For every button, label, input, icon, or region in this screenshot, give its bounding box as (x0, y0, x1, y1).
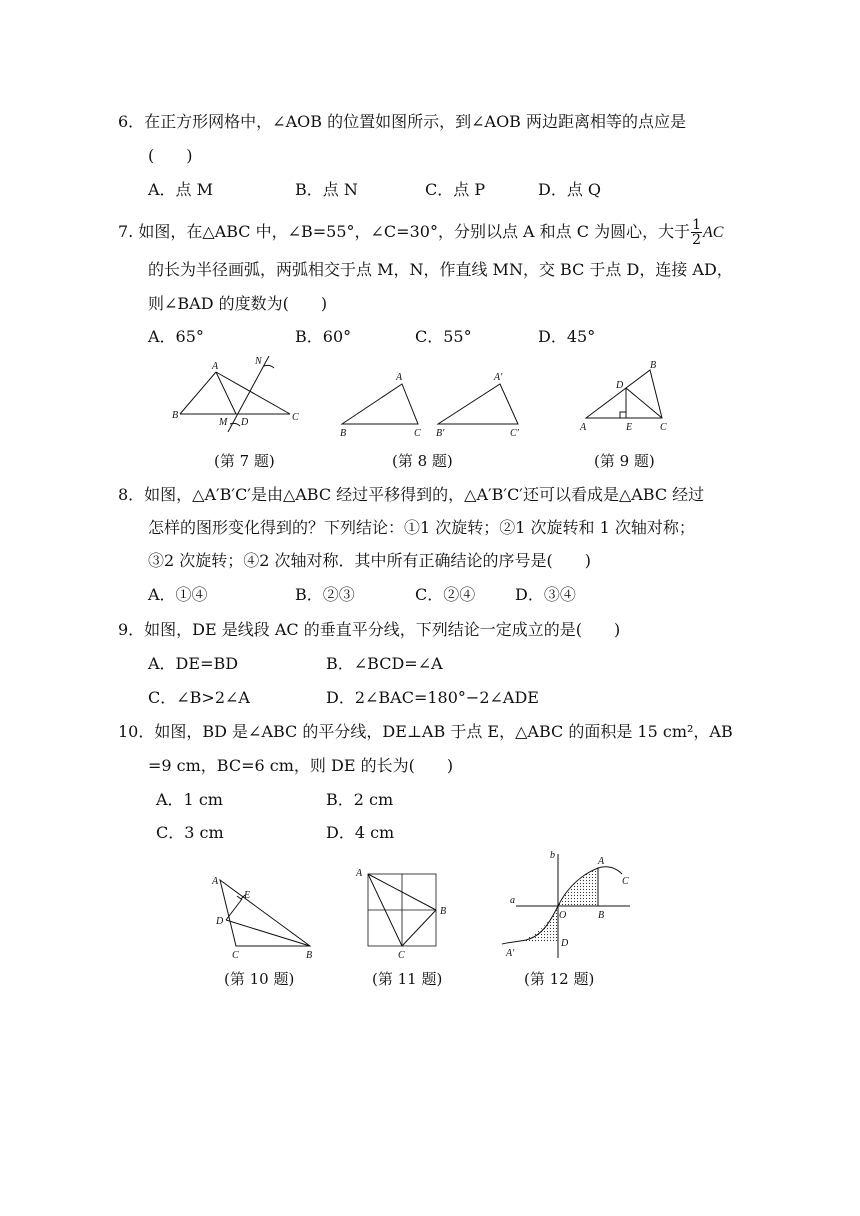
label-N: N (255, 356, 262, 367)
label-C: C (414, 428, 421, 439)
q10-option-a: A．1 cm (156, 790, 223, 809)
q8-option-b: B．②③ (295, 585, 355, 604)
label-A: A (356, 868, 363, 879)
label-B: B (172, 410, 179, 421)
caption-q8: (第 8 题) (392, 452, 453, 470)
label-M: M (219, 417, 228, 428)
label-B-prime: B′ (436, 428, 445, 439)
label-b: b (550, 850, 555, 861)
label-C: C (292, 412, 299, 423)
q9-option-c: C．∠B>2∠A (148, 688, 250, 707)
caption-q12: (第 12 题) (524, 970, 595, 988)
half-fraction (691, 218, 702, 247)
q7-stem-line1-end: AC (703, 224, 724, 241)
figure-q7 (168, 352, 308, 434)
label-D: D (241, 417, 249, 428)
label-B: B (340, 428, 347, 439)
label-D: D (216, 916, 224, 927)
q6-stem-line1: 6．在正方形网格中，∠AOB 的位置如图所示，到∠AOB 两边距离相等的点应是 (118, 112, 687, 131)
q8-stem-line3: ③2 次旋转；④2 次轴对称．其中所有正确结论的序号是( ) (148, 551, 592, 570)
label-A: A (580, 422, 587, 433)
q8-stem-line2: 怎样的图形变化得到的？下列结论：①1 次旋转；②1 次旋转和 1 次轴对称； (148, 518, 695, 537)
label-A: A (396, 372, 403, 383)
q8-option-d: D．③④ (515, 585, 576, 604)
label-B: B (440, 906, 447, 917)
figure-q10 (206, 872, 324, 960)
label-O: O (559, 910, 567, 921)
label-C: C (398, 950, 405, 961)
fraction-numerator: 1 (692, 217, 702, 233)
label-B: B (650, 360, 657, 371)
q7-stem-line2: 的长为半径画弧，两弧相交于点 M，N，作直线 MN，交 BC 于点 D，连接 AD， (148, 260, 733, 279)
q6-option-a: A．点 M (148, 180, 214, 199)
q10-option-b: B．2 cm (326, 790, 394, 809)
shaded-region-right (558, 868, 598, 906)
label-A: A (212, 361, 219, 372)
q9-option-b: B．∠BCD=∠A (326, 654, 443, 673)
q7-stem-line1-text: 7. 如图，在△ABC 中，∠B=55°，∠C=30°，分别以点 A 和点 C 为圆心，大于 (118, 222, 691, 241)
q9-option-d: D．2∠BAC=180°−2∠ADE (326, 688, 539, 707)
caption-q7: (第 7 题) (214, 452, 275, 470)
label-B: B (598, 910, 605, 921)
q7-option-c: C．55° (415, 327, 472, 346)
figure-q11 (350, 864, 460, 962)
label-C: C (660, 422, 667, 433)
caption-q10: (第 10 题) (224, 970, 295, 988)
label-C: C (232, 950, 239, 960)
q10-option-d: D．4 cm (326, 823, 395, 842)
q7-option-d: D．45° (538, 327, 596, 346)
label-a: a (510, 895, 515, 906)
caption-q9: (第 9 题) (594, 452, 655, 470)
q8-stem-line1: 8．如图，△A′B′C′是由△ABC 经过平移得到的，△A′B′C′还可以看成是△ABC 经过 (118, 485, 705, 504)
label-B: B (306, 950, 313, 960)
figure-q9 (576, 356, 680, 438)
q7-option-a: A．65° (148, 327, 204, 346)
shaded-region-left (516, 906, 558, 942)
label-E: E (626, 422, 633, 433)
q6-answer-blank: ( ) (148, 146, 193, 165)
fraction-denominator: 2 (692, 232, 702, 248)
q10-stem-line2: =9 cm，BC=6 cm，则 DE 的长为( ) (148, 756, 454, 775)
label-D: D (561, 938, 569, 949)
label-E: E (244, 890, 251, 901)
q7-stem-line3: 则∠BAD 的度数为( ) (148, 294, 328, 313)
q9-option-a: A．DE=BD (148, 654, 239, 673)
figure-q12 (498, 846, 638, 962)
label-A: A (212, 876, 219, 887)
q7-stem-line1 (118, 218, 723, 247)
label-C: C (622, 876, 629, 887)
q10-option-c: C．3 cm (156, 823, 224, 842)
label-C-prime: C′ (510, 428, 519, 439)
q7-option-b: B．60° (295, 327, 352, 346)
label-D: D (616, 380, 624, 391)
caption-q11: (第 11 题) (372, 970, 443, 988)
q6-option-c: C．点 P (425, 180, 486, 199)
figure-q8 (336, 366, 532, 440)
q10-stem-line1: 10．如图，BD 是∠ABC 的平分线，DE⊥AB 于点 E，△ABC 的面积是 15 cm²，AB (118, 722, 733, 741)
q6-option-b: B．点 N (295, 180, 358, 199)
q8-option-a: A．①④ (148, 585, 208, 604)
label-A-prime: A′ (494, 372, 503, 383)
label-A-prime: A′ (506, 948, 515, 959)
q8-option-c: C．②④ (415, 585, 476, 604)
q6-option-d: D．点 Q (538, 180, 602, 199)
label-A: A (598, 856, 605, 867)
q9-stem: 9．如图，DE 是线段 AC 的垂直平分线，下列结论一定成立的是( ) (118, 620, 621, 639)
